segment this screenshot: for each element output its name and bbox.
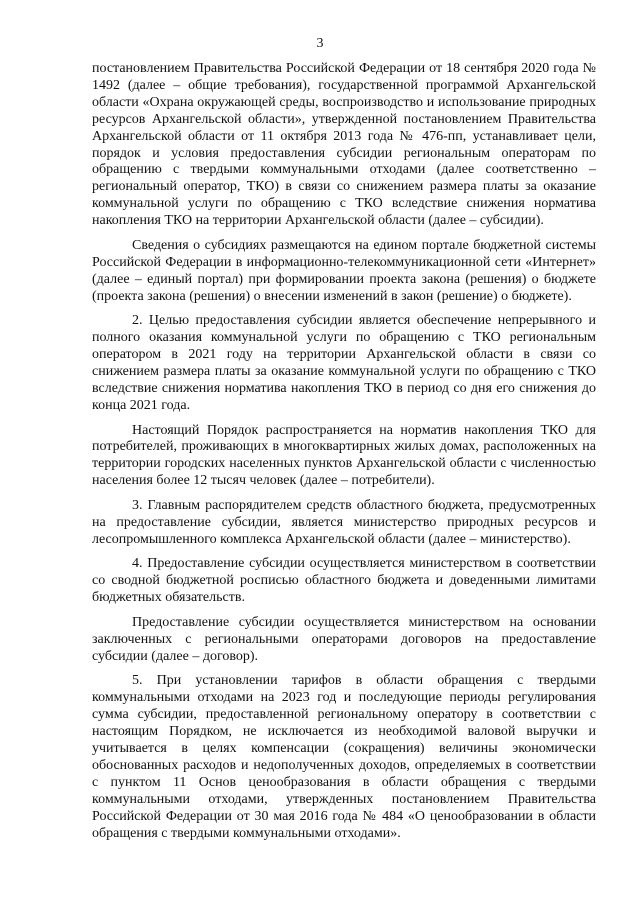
page-number: 3 — [316, 36, 324, 51]
document-body — [92, 61, 596, 843]
paragraph-item-3-main-manager: 3. Главным распорядителем средств областного бюджета, предусмотренных на предоставление субсидии, является министерство природных ресурсов и лесопромышленного комплекса Архангельской области (далее – министерство). — [92, 497, 596, 547]
paragraph-item-2-purpose: 2. Целью предоставления субсидии является обеспечение непрерывного и полного оказания коммунальной услуги по обращению с ТКО региональным оператором в 2021 году на территории Архангельской области в связи со снижением размера платы за оказание коммунальной услуги по обращению с ТКО вследствие снижения норматива накопления ТКО в период со дня его снижения до конца 2021 года. — [92, 313, 596, 413]
paragraph-intro-continuation: постановлением Правительства Российской Федерации от 18 сентября 2020 года № 1492 (далее – общие требования), государственной программой Архангельской области «Охрана окружающей среды, воспроизводство и использование природных ресурсов Архангельской области», утвержденной постановлением Правительства Архангельской области от 11 октября 2013 года № 476-пп, устанавливает цели, порядок и условия предоставления субсидии региональным операторам по обращению с твердыми коммунальными отходами (далее соответственно – региональный оператор, ТКО) в связи со снижением размера платы за оказание коммунальной услуги по обращению с ТКО вследствие снижения норматива накопления ТКО на территории Архангельской области (далее – субсидии). — [92, 61, 596, 229]
paragraph-item-4-budget-list: 4. Предоставление субсидии осуществляется министерством в соответствии со сводной бюджетной росписью областного бюджета и доведенными лимитами бюджетных обязательств. — [92, 556, 596, 606]
paragraph-agreements: Предоставление субсидии осуществляется министерством на основании заключенных с региональными операторами договоров на предоставление субсидии (далее – договор). — [92, 614, 596, 664]
paragraph-item-5-tariffs: 5. При установлении тарифов в области обращения с твердыми коммунальными отходами на 2023 год и последующие периоды регулирования сумма субсидии, предоставленной региональному оператору в соответствии с настоящим Порядком, не исключается из необходимой валовой выручки и учитывается в целях компенсации (сокращения) величины экономически обоснованных расходов и недополученных доходов, определяемых в соответствии с пунктом 11 Основ ценообразования в области обращения с твердыми коммунальными отходами, утвержденных постановлением Правительства Российской Федерации от 30 мая 2016 года № 484 «О ценообразовании в области обращения с твердыми коммунальными отходами». — [92, 673, 596, 841]
paragraph-subsidy-info-portal: Сведения о субсидиях размещаются на едином портале бюджетной системы Российской Федерации в информационно-телекоммуникационной сети «Интернет» (далее – единый портал) при формировании проекта закона (решения) о бюджете (проекта закона (решения) о внесении изменений в закон (решение) о бюджете). — [92, 237, 596, 304]
paragraph-scope-consumers: Настоящий Порядок распространяется на норматив накопления ТКО для потребителей, проживающих в многоквартирных жилых домах, расположенных на территории городских населенных пунктов Архангельской области с численностью населения более 12 тысяч человек (далее – потребители). — [92, 422, 596, 489]
